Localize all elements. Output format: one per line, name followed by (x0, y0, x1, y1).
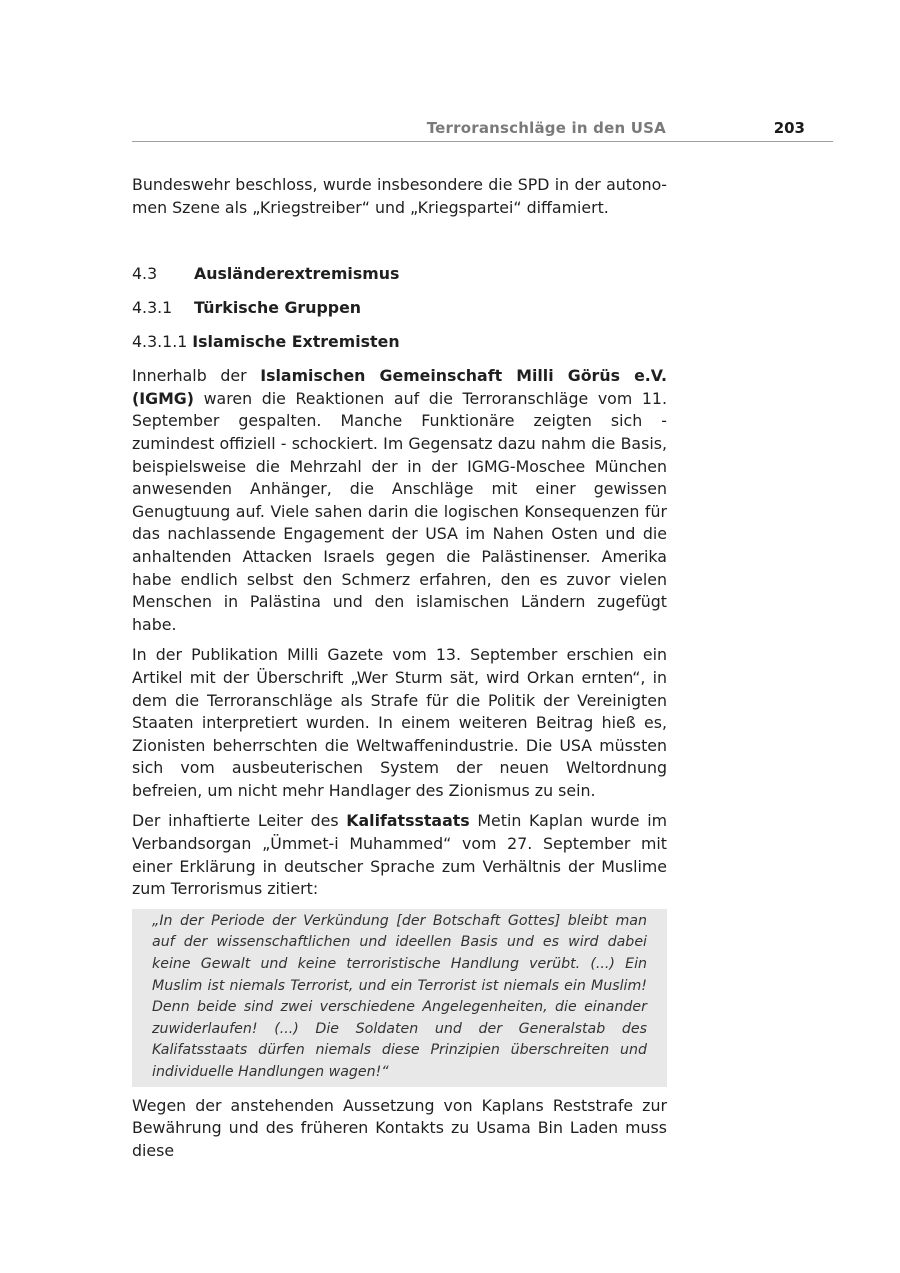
paragraph-igmg-body: waren die Reaktionen auf die Terroranschläge vom 11. September gespalten. Manche Funktionäre zeigten sich - zumindest offiziell - schockiert. Im Gegensatz dazu nahm die Basis, beispielsweise die Mehrzahl der in der IGMG-Moschee München anwesenden Anhänger, die Anschläge mit einer gewissen Genugtuung auf. Viele sahen darin die logischen Konsequenzen für das nachlassende Engagement der USA im Nahen Osten und die anhaltenden Attacken Israels gegen die Palästinenser. Amerika habe endlich selbst den Schmerz erfahren, den es zuvor vielen Menschen in Palästina und den islamischen Ländern zugefügt habe. (132, 388, 667, 634)
organization-name-igmg: Islamischen Gemeinschaft Milli Görüs e.V. (IGMG) (132, 366, 667, 408)
page-content (132, 174, 667, 1162)
block-quote (132, 909, 667, 1087)
block-quote-text: „In der Periode der Verkündung [der Botschaft Gottes] bleibt man auf der wissenschaftlichen und ideellen Basis und es wird dabei keine Gewalt und keine terroristische Handlung verübt. (...) Ein Muslim ist niemals Terrorist, und ein Terrorist ist niemals ein Muslim! Denn beide sind zwei verschiedene Angelegenheiten, die einander zuwiderlaufen! (...) Die Soldaten und der Generalstab des Kalifatsstaats dürfen niemals diese Prinzipien überschreiten und individuelle Handlungen wagen!“ (152, 912, 647, 1080)
paragraph-milli-gazete: In der Publikation Milli Gazete vom 13. September erschien ein Artikel mit der Überschrift „Wer Sturm sät, wird Orkan ernten“, in dem die Terroranschläge als Strafe für die Politik der Vereinigten Staaten interpretiert wurden. In einem weiteren Beitrag hieß es, Zionisten beherrschten die Weltwaffenindustrie. Die USA müssten sich vom ausbeuterischen System der neuen Weltordnung befreien, um nicht mehr Handlager des Zionismus zu sein. (132, 645, 667, 800)
subsubsection-number: 4.3.1.1 (132, 332, 188, 352)
running-header-title: Terroranschläge in den USA (426, 119, 666, 137)
subsubsection-title: Islamische Extremisten (192, 332, 400, 352)
paragraph-kalifatsstaat-lead: Der inhaftierte Leiter des (132, 811, 347, 831)
paragraph-igmg-lead: Innerhalb der (132, 366, 261, 386)
section-number: 4.3 (132, 264, 158, 284)
section-heading-4-3 (132, 263, 667, 285)
organization-name-kalifatsstaat: Kalifatsstaats (346, 811, 470, 831)
page-number: 203 (773, 119, 805, 137)
paragraph-igmg (132, 365, 667, 636)
subsection-title: Türkische Gruppen (194, 298, 362, 318)
section-title: Ausländerextremismus (194, 264, 400, 284)
subsubsection-heading-4-3-1-1 (132, 331, 667, 353)
subsection-heading-4-3-1 (132, 297, 667, 319)
running-header (132, 117, 833, 142)
paragraph-kaplan: Wegen der anstehenden Aussetzung von Kaplans Reststrafe zur Bewährung und des früheren Kontakts zu Usama Bin Laden muss diese (132, 1095, 667, 1160)
paragraph-kalifatsstaat (132, 810, 667, 900)
subsection-number: 4.3.1 (132, 298, 173, 318)
paragraph-kalifatsstaat-body: Metin Kaplan wurde im Verbandsorgan „Ümmet-i Muhammed“ vom 27. September mit einer Erklärung in deutscher Sprache zum Verhältnis der Muslime zum Terrorismus zitiert: (132, 811, 667, 899)
paragraph-continued: Bundeswehr beschloss, wurde insbesondere die SPD in der autonomen Szene als „Kriegstreiber“ und „Kriegspartei“ diffamiert. (132, 175, 667, 217)
